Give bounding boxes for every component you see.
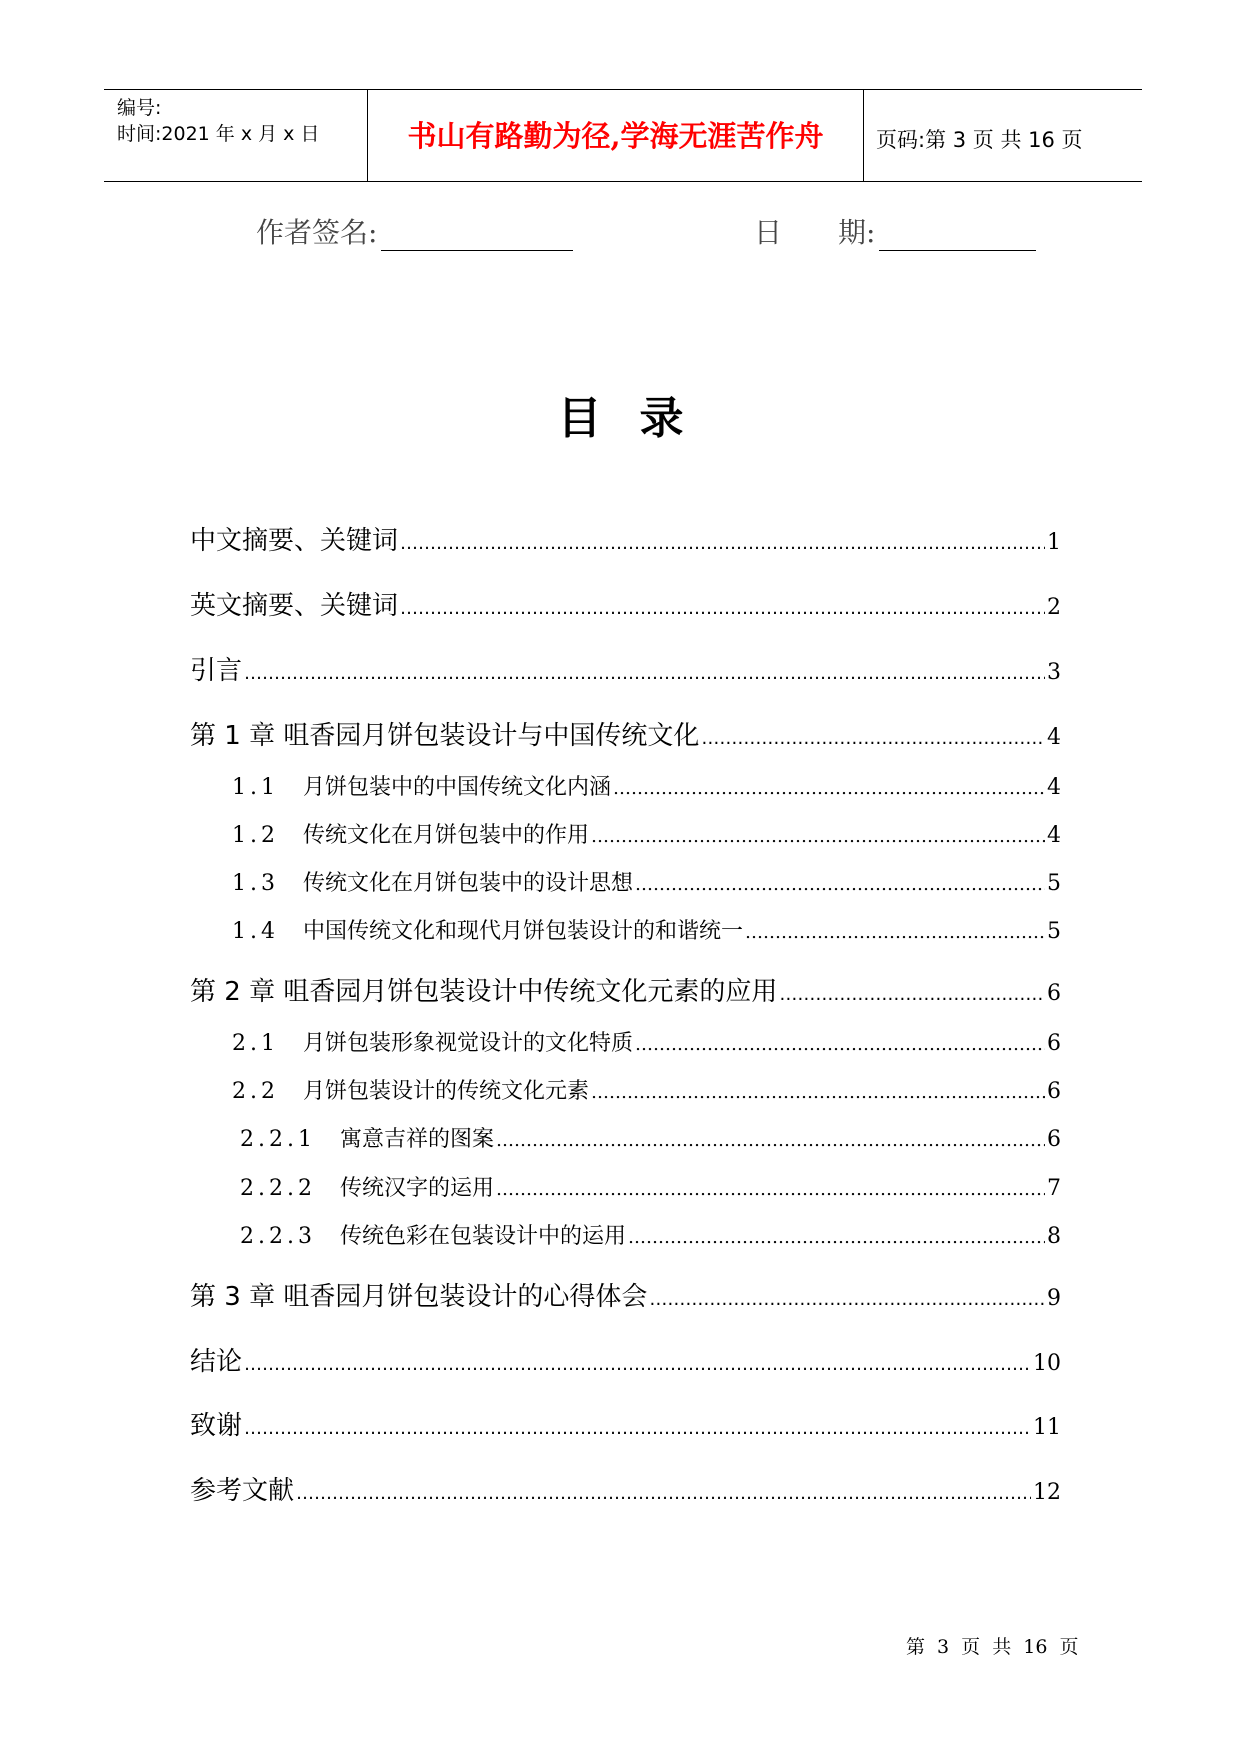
toc-entry-text: 月饼包装中的中国传统文化内涵 [303,775,612,800]
date-field [754,211,1036,251]
toc-entry-page: 5 [1047,919,1061,944]
toc-entry-page: 4 [1047,725,1061,750]
toc-entry [232,914,1061,945]
toc-entry-label [240,1171,494,1202]
toc-entry [190,1341,1061,1378]
toc-entry-text: 第 1 章 咀香园月饼包装设计与中国传统文化 [190,721,700,751]
time-label: 时间:2021 年 x 月 x 日 [117,123,320,145]
toc-leader-dots [244,1418,1031,1439]
toc-entry-text: 中国传统文化和现代月饼包装设计的和谐统一 [303,919,744,944]
toc-entry-page: 9 [1047,1286,1061,1311]
toc-entry-page: 8 [1047,1224,1061,1249]
toc-entry-label [240,1122,494,1153]
page-footer: 第 3 页 共 16 页 [906,1636,1079,1658]
toc-entry-text: 寓意吉祥的图案 [339,1127,494,1152]
toc-entry-label [232,866,633,897]
toc-entry [240,1122,1061,1153]
toc-entry-page: 12 [1033,1480,1061,1505]
toc-entry-page: 11 [1033,1415,1061,1440]
toc-entry-number: 1.3 [232,871,279,896]
toc-entry-number: 1.2 [232,823,279,848]
toc-entry [190,1470,1061,1507]
toc-entry-label [232,1026,633,1057]
toc-entry-text: 传统文化在月饼包装中的作用 [303,823,590,848]
toc-leader-dots [635,1034,1045,1055]
toc-leader-dots [244,1354,1031,1375]
toc-entry [190,1405,1061,1442]
date-label: 日 期: [754,216,876,249]
toc-entry-page: 2 [1047,595,1061,620]
toc-entry-number: 2.2.3 [240,1224,316,1249]
toc-entry-label [190,1276,647,1313]
serial-number-label: 编号: [117,97,162,119]
toc-entry-label [190,715,699,752]
toc-entry [232,818,1061,849]
toc-leader-dots [400,533,1045,554]
toc-entry [240,1171,1061,1202]
toc-entry-label [240,1219,626,1250]
page-info: 页码:第 3 页 共 16 页 [876,128,1083,152]
toc-entry-text: 中文摘要、关键词 [190,526,399,556]
toc-entry-number: 2.2.2 [240,1176,316,1201]
toc-entry [232,1074,1061,1105]
toc-entry-label [190,1470,294,1507]
toc-entry [240,1219,1061,1250]
toc-entry-text: 引言 [190,656,243,686]
toc-leader-dots [635,874,1045,895]
toc-entry-text: 第 2 章 咀香园月饼包装设计中传统文化元素的应用 [190,977,778,1007]
page-title: 目录 [557,393,722,444]
toc-entry-page: 6 [1047,1127,1061,1152]
toc-entry-label [190,650,242,687]
toc-leader-dots [496,1179,1045,1200]
toc-entry-page: 4 [1047,823,1061,848]
toc-entry-text: 月饼包装形象视觉设计的文化特质 [303,1031,634,1056]
toc-entry-label [232,770,611,801]
toc-leader-dots [613,778,1045,799]
header-motto-cell [368,90,864,181]
toc-entry [190,971,1061,1008]
toc-entry-text: 参考文献 [190,1476,295,1506]
toc-entry-text: 致谢 [190,1411,243,1441]
toc-entry-page: 1 [1047,530,1061,555]
toc-leader-dots [244,663,1045,684]
toc-entry-text: 英文摘要、关键词 [190,591,399,621]
toc-entry-page: 4 [1047,775,1061,800]
toc-entry [232,866,1061,897]
toc-entry-page: 6 [1047,1079,1061,1104]
header-page-cell [864,90,1142,181]
toc-entry-page: 6 [1047,1031,1061,1056]
toc-entry [232,770,1061,801]
toc-entry [190,1276,1061,1313]
toc-entry [232,1026,1061,1057]
toc-entry-label [232,1074,589,1105]
toc-entry-text: 传统文化在月饼包装中的设计思想 [303,871,634,896]
author-signature-label: 作者签名: [256,216,378,249]
date-line [879,220,1036,251]
toc-entry-page: 10 [1033,1351,1061,1376]
toc-leader-dots [496,1130,1045,1151]
toc-entry [190,520,1061,557]
toc-leader-dots [628,1227,1045,1248]
toc-entry-label [190,971,777,1008]
toc-entry [190,715,1061,752]
toc-entry-number: 2.1 [232,1031,279,1056]
toc-entry [190,585,1061,622]
toc-entry [190,650,1061,687]
motto: 书山有路勤为径,学海无涯苦作舟 [407,119,824,153]
toc-entry-label [232,914,743,945]
toc-entry-label [190,1341,242,1378]
toc-entry-text: 月饼包装设计的传统文化元素 [303,1079,590,1104]
toc-entry-number: 1.4 [232,919,279,944]
author-signature-line [381,220,573,251]
toc-leader-dots [591,826,1045,847]
toc-leader-dots [296,1483,1031,1504]
toc-entry-text: 结论 [190,1347,243,1377]
toc-entry-page: 6 [1047,981,1061,1006]
toc-entry-label [232,818,589,849]
toc-entry-label [190,520,398,557]
toc-entry-text: 传统色彩在包装设计中的运用 [339,1224,626,1249]
toc-entry-text: 第 3 章 咀香园月饼包装设计的心得体会 [190,1282,648,1312]
toc-entry-number: 1.1 [232,775,279,800]
toc-entry-number: 2.2.1 [240,1127,316,1152]
author-signature [256,211,573,251]
toc-entry-page: 7 [1047,1176,1061,1201]
header-meta-cell [104,90,368,181]
toc-entry-label [190,1405,242,1442]
toc-entry-page: 3 [1047,660,1061,685]
toc-entry-text: 传统汉字的运用 [339,1176,494,1201]
toc-leader-dots [745,922,1045,943]
toc-leader-dots [779,984,1045,1005]
toc-entry-number: 2.2 [232,1079,279,1104]
toc-leader-dots [649,1289,1045,1310]
toc-entry-page: 5 [1047,871,1061,896]
toc-leader-dots [591,1082,1045,1103]
toc-entry-label [190,585,398,622]
header-table [104,89,1142,182]
toc-leader-dots [400,598,1045,619]
toc-leader-dots [701,728,1045,749]
